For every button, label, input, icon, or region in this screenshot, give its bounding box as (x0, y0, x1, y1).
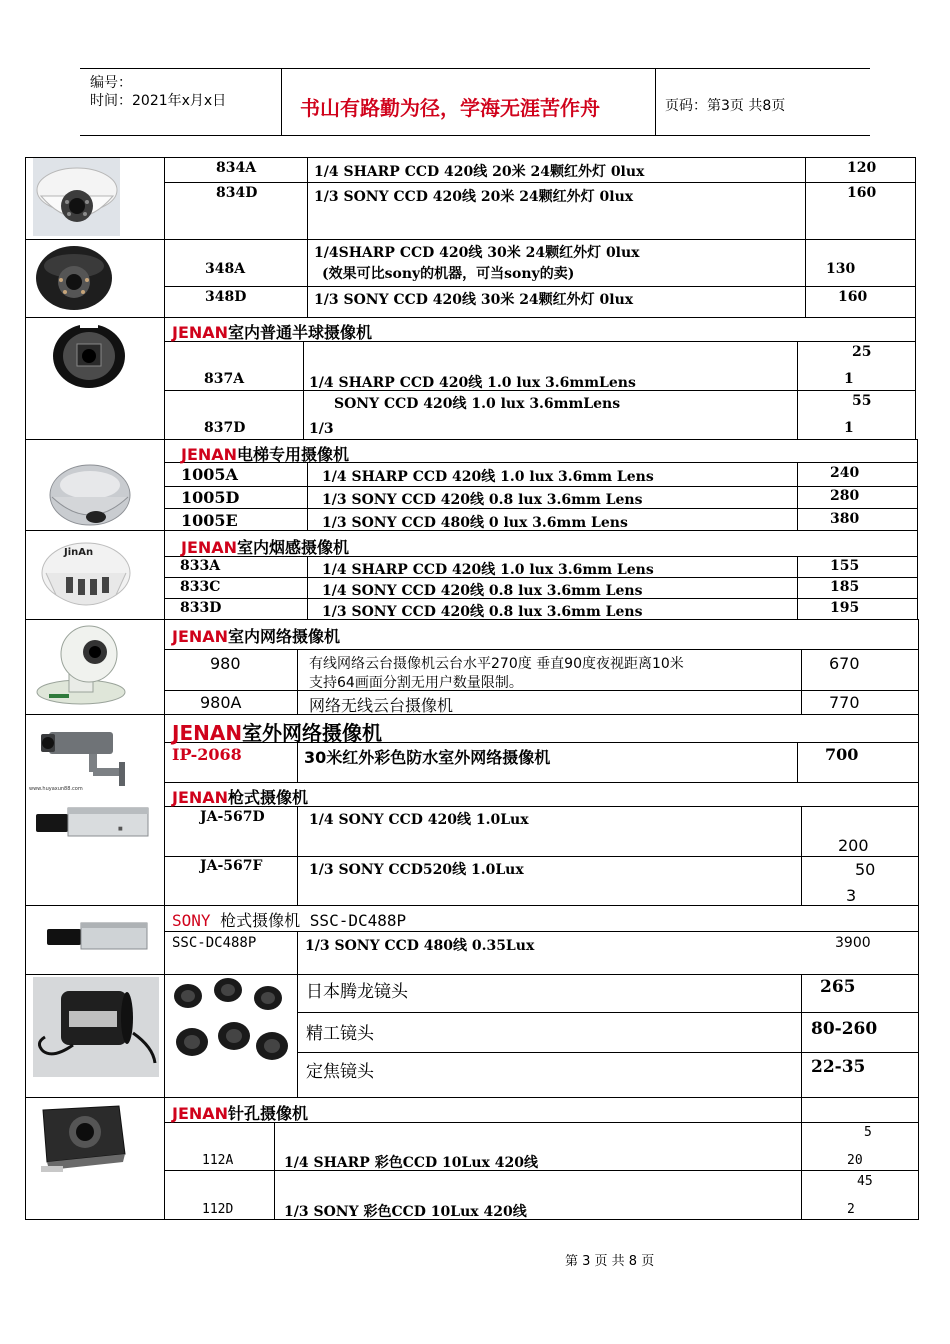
desc-lens-tamron: 日本腾龙镜头 (306, 982, 408, 1002)
price-980a: 770 (829, 693, 860, 712)
desc-348d: 1/3 SONY CCD 420线 30米 24颗红外灯 0lux (314, 292, 634, 308)
model-980a: 980A (200, 693, 242, 712)
desc-lens-fixed: 定焦镜头 (306, 1062, 374, 1082)
section-title-dome: JENAN室内普通半球摄像机 (172, 323, 373, 342)
price-ip2068: 700 (825, 745, 859, 764)
sony-box-camera-image (45, 915, 150, 955)
price-837d-bottom: 1 (844, 420, 854, 436)
number-label: 编号： (90, 75, 132, 91)
price-lens-precision: 80-260 (811, 1019, 878, 1039)
desc-833a: 1/4 SHARP CCD 420线 1.0 lux 3.6mm Lens (322, 562, 654, 578)
price-112d-top: 45 (857, 1174, 873, 1189)
header-top-rule (80, 68, 870, 69)
price-112d-bottom: 2 (847, 1202, 855, 1217)
price-837d-top: 55 (852, 393, 872, 409)
section-title-elevator: JENAN电梯专用摄像机 (181, 445, 350, 464)
svg-text:■: ■ (118, 826, 123, 832)
section-title-sony-bullet: SONY 枪式摄像机 SSC-DC488P (172, 911, 407, 930)
pinhole-camera-image (33, 1100, 131, 1178)
desc-837d-top: SONY CCD 420线 1.0 lux 3.6mmLens (334, 396, 621, 412)
section-title-smoke: JENAN室内烟感摄像机 (181, 538, 350, 557)
model-980: 980 (210, 654, 241, 673)
price-1005d: 280 (830, 488, 860, 504)
network-ptz-camera-image (35, 622, 129, 706)
price-837a-top: 25 (852, 344, 872, 360)
model-ssc-dc488p: SSC-DC488P (172, 935, 257, 951)
desc-ssc-dc488p: 1/3 SONY CCD 480线 0.35Lux (305, 938, 535, 954)
white-dome-camera-image (33, 158, 120, 236)
model-837d: 837D (204, 420, 246, 436)
model-112a: 112A (202, 1153, 234, 1168)
model-348a: 348A (205, 261, 246, 277)
section-title-network: JENAN室内网络摄像机 (172, 627, 341, 646)
board-lenses-image (168, 976, 294, 1074)
desc-837d-bottom: 1/3 (309, 421, 334, 437)
price-980: 670 (829, 654, 860, 673)
price-833d: 195 (830, 600, 860, 616)
desc-348a-line2: (效果可比sony的机器，可当sony的卖) (322, 266, 575, 282)
model-833a: 833A (180, 558, 221, 574)
time-label: 时间：2021年x月x日 (90, 93, 227, 109)
header-motto: 书山有路勤为径，学海无涯苦作舟 (300, 96, 600, 120)
model-1005d: 1005D (181, 488, 240, 507)
section-title-bullet: JENAN枪式摄像机 (172, 788, 309, 807)
model-348d: 348D (205, 289, 247, 305)
model-ja567f: JA-567F (200, 858, 263, 874)
price-lens-tamron: 265 (820, 977, 856, 997)
model-ja567d: JA-567D (200, 809, 265, 825)
jenan-dome-camera-image (50, 318, 128, 390)
section-title-pinhole: JENAN针孔摄像机 (172, 1104, 309, 1123)
model-1005a: 1005A (181, 465, 238, 484)
desc-112d: 1/3 SONY 彩色CCD 10Lux 420线 (284, 1204, 527, 1220)
desc-ip2068: 30米红外彩色防水室外网络摄像机 (304, 748, 551, 767)
desc-837a: 1/4 SHARP CCD 420线 1.0 lux 3.6mmLens (309, 375, 636, 391)
desc-1005a: 1/4 SHARP CCD 420线 1.0 lux 3.6mm Lens (322, 469, 654, 485)
desc-980-line1: 有线网络云台摄像机云台水平270度 垂直90度夜视距离10米 (309, 656, 684, 672)
smoke-camera-brand: JinAn (64, 547, 94, 558)
black-dome-camera-image (33, 242, 115, 315)
desc-833c: 1/4 SONY CCD 420线 0.8 lux 3.6mm Lens (322, 583, 643, 599)
page-label: 页码：第3页 共8页 (665, 98, 786, 114)
desc-834d: 1/3 SONY CCD 420线 20米 24颗红外灯 0lux (314, 189, 634, 205)
header-divider (655, 68, 656, 135)
model-833c: 833C (180, 579, 221, 595)
price-348a: 130 (826, 261, 856, 277)
price-348d: 160 (838, 289, 868, 305)
desc-834a: 1/4 SHARP CCD 420线 20米 24颗红外灯 0lux (314, 164, 645, 180)
price-ja567d: 200 (838, 836, 869, 855)
desc-980a: 网络无线云台摄像机 (309, 696, 454, 715)
price-ssc-dc488p: 3900 (835, 935, 871, 951)
price-1005e: 380 (830, 511, 860, 527)
price-ja567f-bottom: 3 (846, 886, 857, 905)
model-ip2068: IP-2068 (172, 745, 242, 764)
desc-lens-precision: 精工镜头 (306, 1024, 374, 1044)
price-ja567f-top: 50 (855, 860, 876, 879)
price-837a-bottom: 1 (844, 371, 854, 387)
box-camera-image (32, 800, 152, 842)
smoke-detector-camera-image (40, 533, 132, 615)
price-112a-top: 5 (864, 1125, 872, 1140)
desc-348a-line1: 1/4SHARP CCD 420线 30米 24颗红外灯 0lux (314, 245, 640, 261)
model-1005e: 1005E (181, 511, 238, 530)
desc-1005e: 1/3 SONY CCD 480线 0 lux 3.6mm Lens (322, 515, 628, 531)
model-837a: 837A (204, 371, 245, 387)
header-divider (281, 68, 282, 135)
price-112a-bottom: 20 (847, 1153, 863, 1168)
desc-1005d: 1/3 SONY CCD 420线 0.8 lux 3.6mm Lens (322, 492, 643, 508)
outdoor-ir-camera-image (27, 716, 131, 804)
page-footer: 第 3 页 共 8 页 (565, 1254, 655, 1269)
model-834d: 834D (216, 185, 258, 201)
model-833d: 833D (180, 600, 222, 616)
model-834a: 834A (216, 160, 257, 176)
desc-980-line2: 支持64画面分割无用户数量限制。 (309, 675, 523, 691)
price-834a: 120 (847, 160, 877, 176)
price-834d: 160 (847, 185, 877, 201)
auto-iris-lens-image (33, 977, 159, 1077)
price-833c: 185 (830, 579, 860, 595)
desc-ja567f: 1/3 SONY CCD520线 1.0Lux (309, 862, 524, 878)
desc-ja567d: 1/4 SONY CCD 420线 1.0Lux (309, 812, 529, 828)
desc-112a: 1/4 SHARP 彩色CCD 10Lux 420线 (284, 1155, 538, 1171)
price-lens-fixed: 22-35 (811, 1057, 866, 1077)
price-833a: 155 (830, 558, 860, 574)
header-bottom-rule (80, 135, 870, 136)
outdoor-camera-url: www.huyaxun88.com (29, 786, 83, 792)
elevator-camera-image (48, 455, 132, 529)
model-112d: 112D (202, 1202, 234, 1217)
price-1005a: 240 (830, 465, 860, 481)
section-title-outdoor-network: JENAN室外网络摄像机 (172, 721, 383, 745)
desc-833d: 1/3 SONY CCD 420线 0.8 lux 3.6mm Lens (322, 604, 643, 620)
